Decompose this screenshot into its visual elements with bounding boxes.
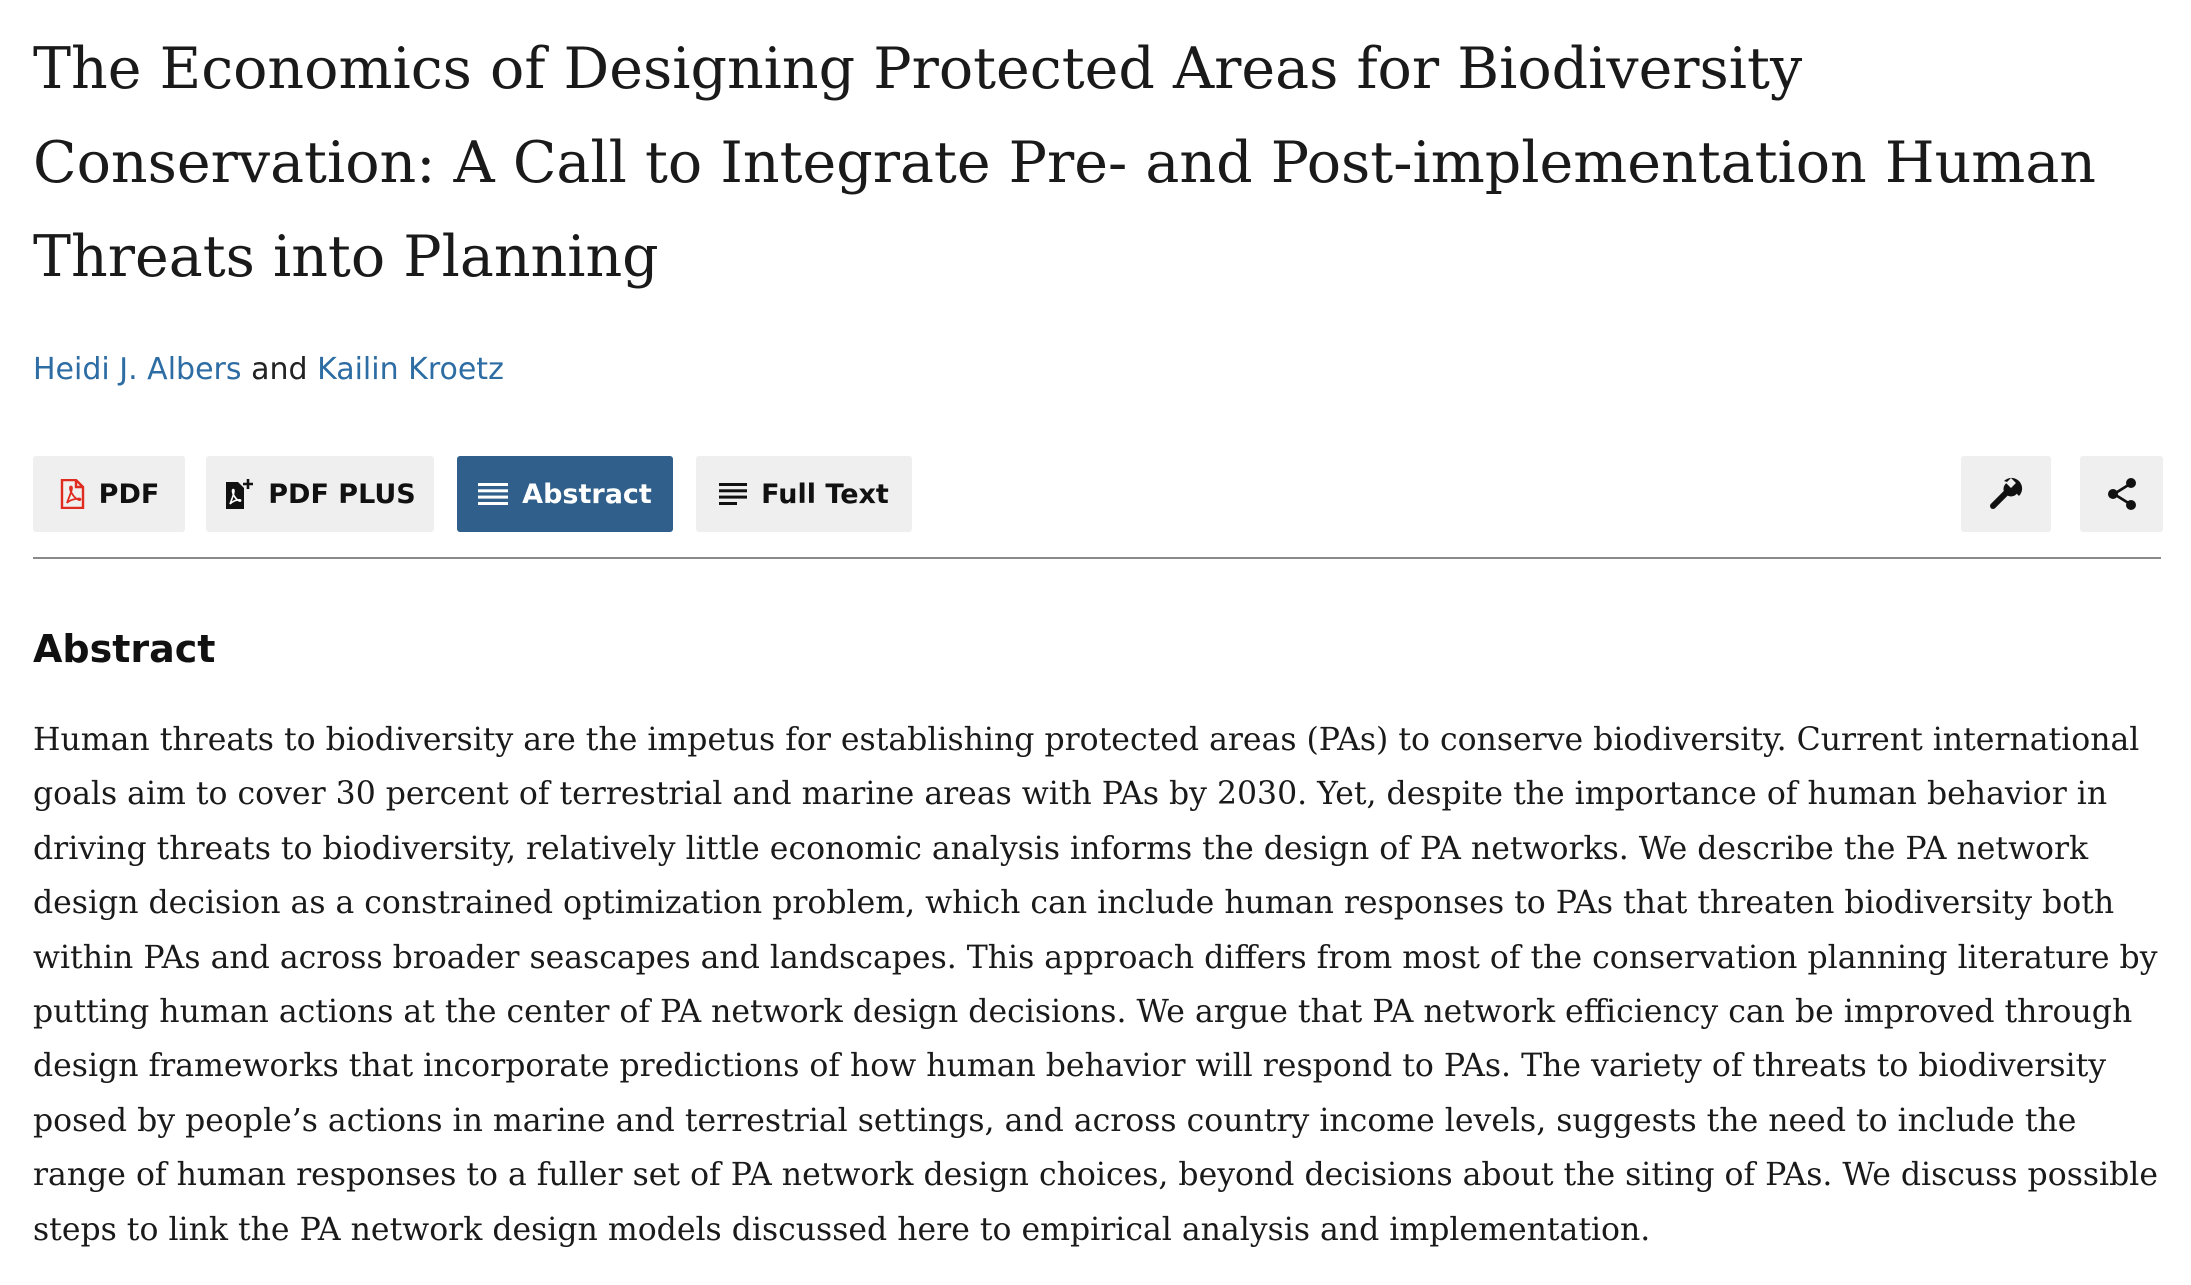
pdf-button-label: PDF bbox=[98, 478, 160, 510]
pdf-button[interactable] bbox=[33, 456, 185, 532]
text-lines-icon bbox=[719, 483, 747, 505]
author-connector: and bbox=[251, 352, 308, 387]
full-text-button-label: Full Text bbox=[761, 478, 889, 510]
pdf-plus-button-label: PDF PLUS bbox=[268, 478, 416, 510]
lines-icon bbox=[478, 483, 508, 505]
author-list bbox=[33, 346, 504, 394]
author-link-kroetz[interactable]: Kailin Kroetz bbox=[317, 352, 504, 387]
toolbar-divider bbox=[33, 557, 2161, 559]
pdf-file-icon bbox=[59, 479, 85, 509]
pdf-plus-button[interactable] bbox=[206, 456, 434, 532]
abstract-heading: Abstract bbox=[33, 627, 216, 671]
abstract-button-label: Abstract bbox=[522, 478, 652, 510]
share-icon bbox=[2106, 477, 2138, 511]
wrench-icon bbox=[1987, 475, 2025, 513]
abstract-button[interactable] bbox=[457, 456, 673, 532]
tools-button[interactable] bbox=[1961, 456, 2051, 532]
author-link-albers[interactable]: Heidi J. Albers bbox=[33, 352, 242, 387]
article-title: The Economics of Designing Protected Areas for Biodiversity Conservation: A Call to Integrate Pre- and Post-implementation Human Threats into Planning bbox=[33, 36, 2097, 290]
abstract-text: Human threats to biodiversity are the impetus for establishing protected areas (PAs) to conserve biodiversity. Current international goals aim to cover 30 percent of terrestrial and marine areas with PAs by 2030. Yet, despite the importance of human behavior in driving threats to biodiversity, relatively little economic analysis informs the design of PA networks. We describe the PA network design decision as a constrained optimization problem, which can include human responses to PAs that threaten biodiversity both within PAs and across broader seascapes and landscapes. This approach differs from most of the conservation planning literature by putting human actions at the center of PA network design decisions. We argue that PA network efficiency can be improved through design frameworks that incorporate predictions of how human behavior will respond to PAs. The variety of threats to biodiversity posed by people’s actions in marine and terrestrial settings, and across country income levels, suggests the need to include the range of human responses to a fuller set of PA network design choices, beyond decisions about the siting of PAs. We discuss possible steps to link the PA network design models discussed here to empirical analysis and implementation. bbox=[33, 722, 2158, 1248]
share-button[interactable] bbox=[2080, 456, 2163, 532]
pdf-plus-icon bbox=[224, 478, 254, 510]
full-text-button[interactable] bbox=[696, 456, 912, 532]
